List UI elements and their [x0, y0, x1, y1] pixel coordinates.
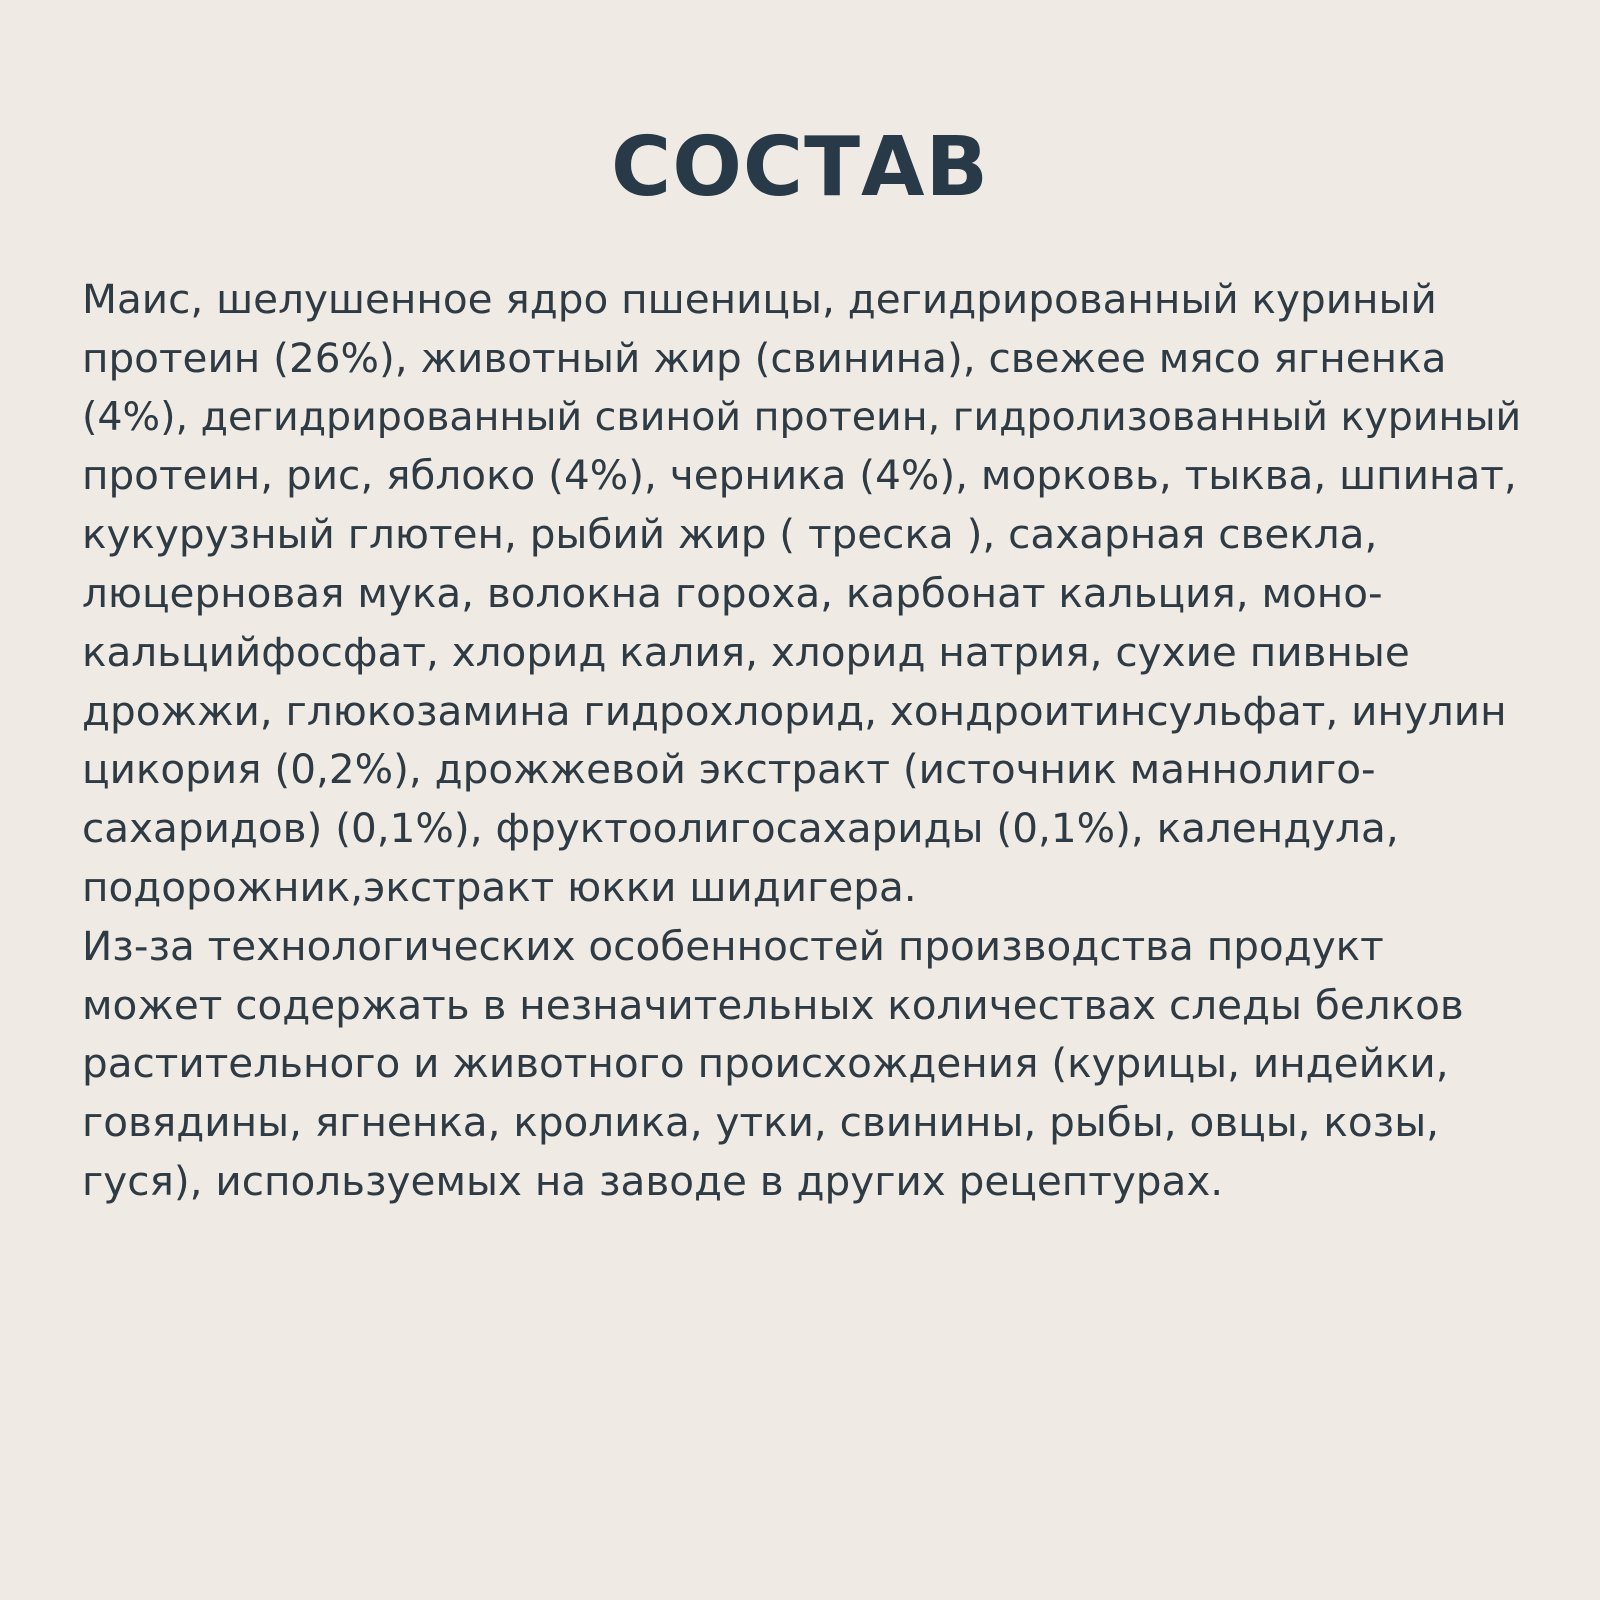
- composition-line: цикория (0,2%), дрожжевой экстракт (источник маннолиго-: [82, 745, 1376, 794]
- composition-line: кальцийфосфат, хлорид калия, хлорид натрия, сухие пивные: [82, 627, 1410, 676]
- notice-line: может содержать в незначительных количествах следы белков: [82, 980, 1464, 1029]
- notice-line: растительного и животного происхождения (курицы, индейки,: [82, 1039, 1449, 1088]
- notice-line: гуся), используемых на заводе в других рецептурах.: [82, 1156, 1224, 1205]
- composition-line: дрожжи, глюкозамина гидрохлорид, хондроитинсульфат, инулин: [82, 686, 1507, 735]
- composition-line: кукурузный глютен, рыбий жир ( треска ), сахарная свекла,: [82, 510, 1378, 559]
- composition-text: [82, 270, 1522, 1211]
- composition-line: сахаридов) (0,1%), фруктоолигосахариды (0,1%), календула,: [82, 804, 1399, 853]
- composition-line: протеин (26%), животный жир (свинина), свежее мясо ягненка: [82, 333, 1447, 382]
- composition-line: Маис, шелушенное ядро пшеницы, дегидрированный куриный: [82, 275, 1437, 323]
- composition-line: протеин, рис, яблоко (4%), черника (4%), морковь, тыква, шпинат,: [82, 451, 1517, 500]
- composition-line: подорожник,экстракт юкки шидигера.: [82, 862, 917, 911]
- composition-line: люцерновая мука, волокна гороха, карбонат кальция, моно-: [82, 568, 1383, 617]
- composition-line: (4%), дегидрированный свиной протеин, гидролизованный куриный: [82, 393, 1522, 440]
- page-title: СОСТАВ: [611, 120, 989, 215]
- notice-line: Из-за технологических особенностей производства продукт: [82, 921, 1384, 970]
- notice-line: говядины, ягненка, кролика, утки, свинины, рыбы, овцы, козы,: [82, 1098, 1440, 1147]
